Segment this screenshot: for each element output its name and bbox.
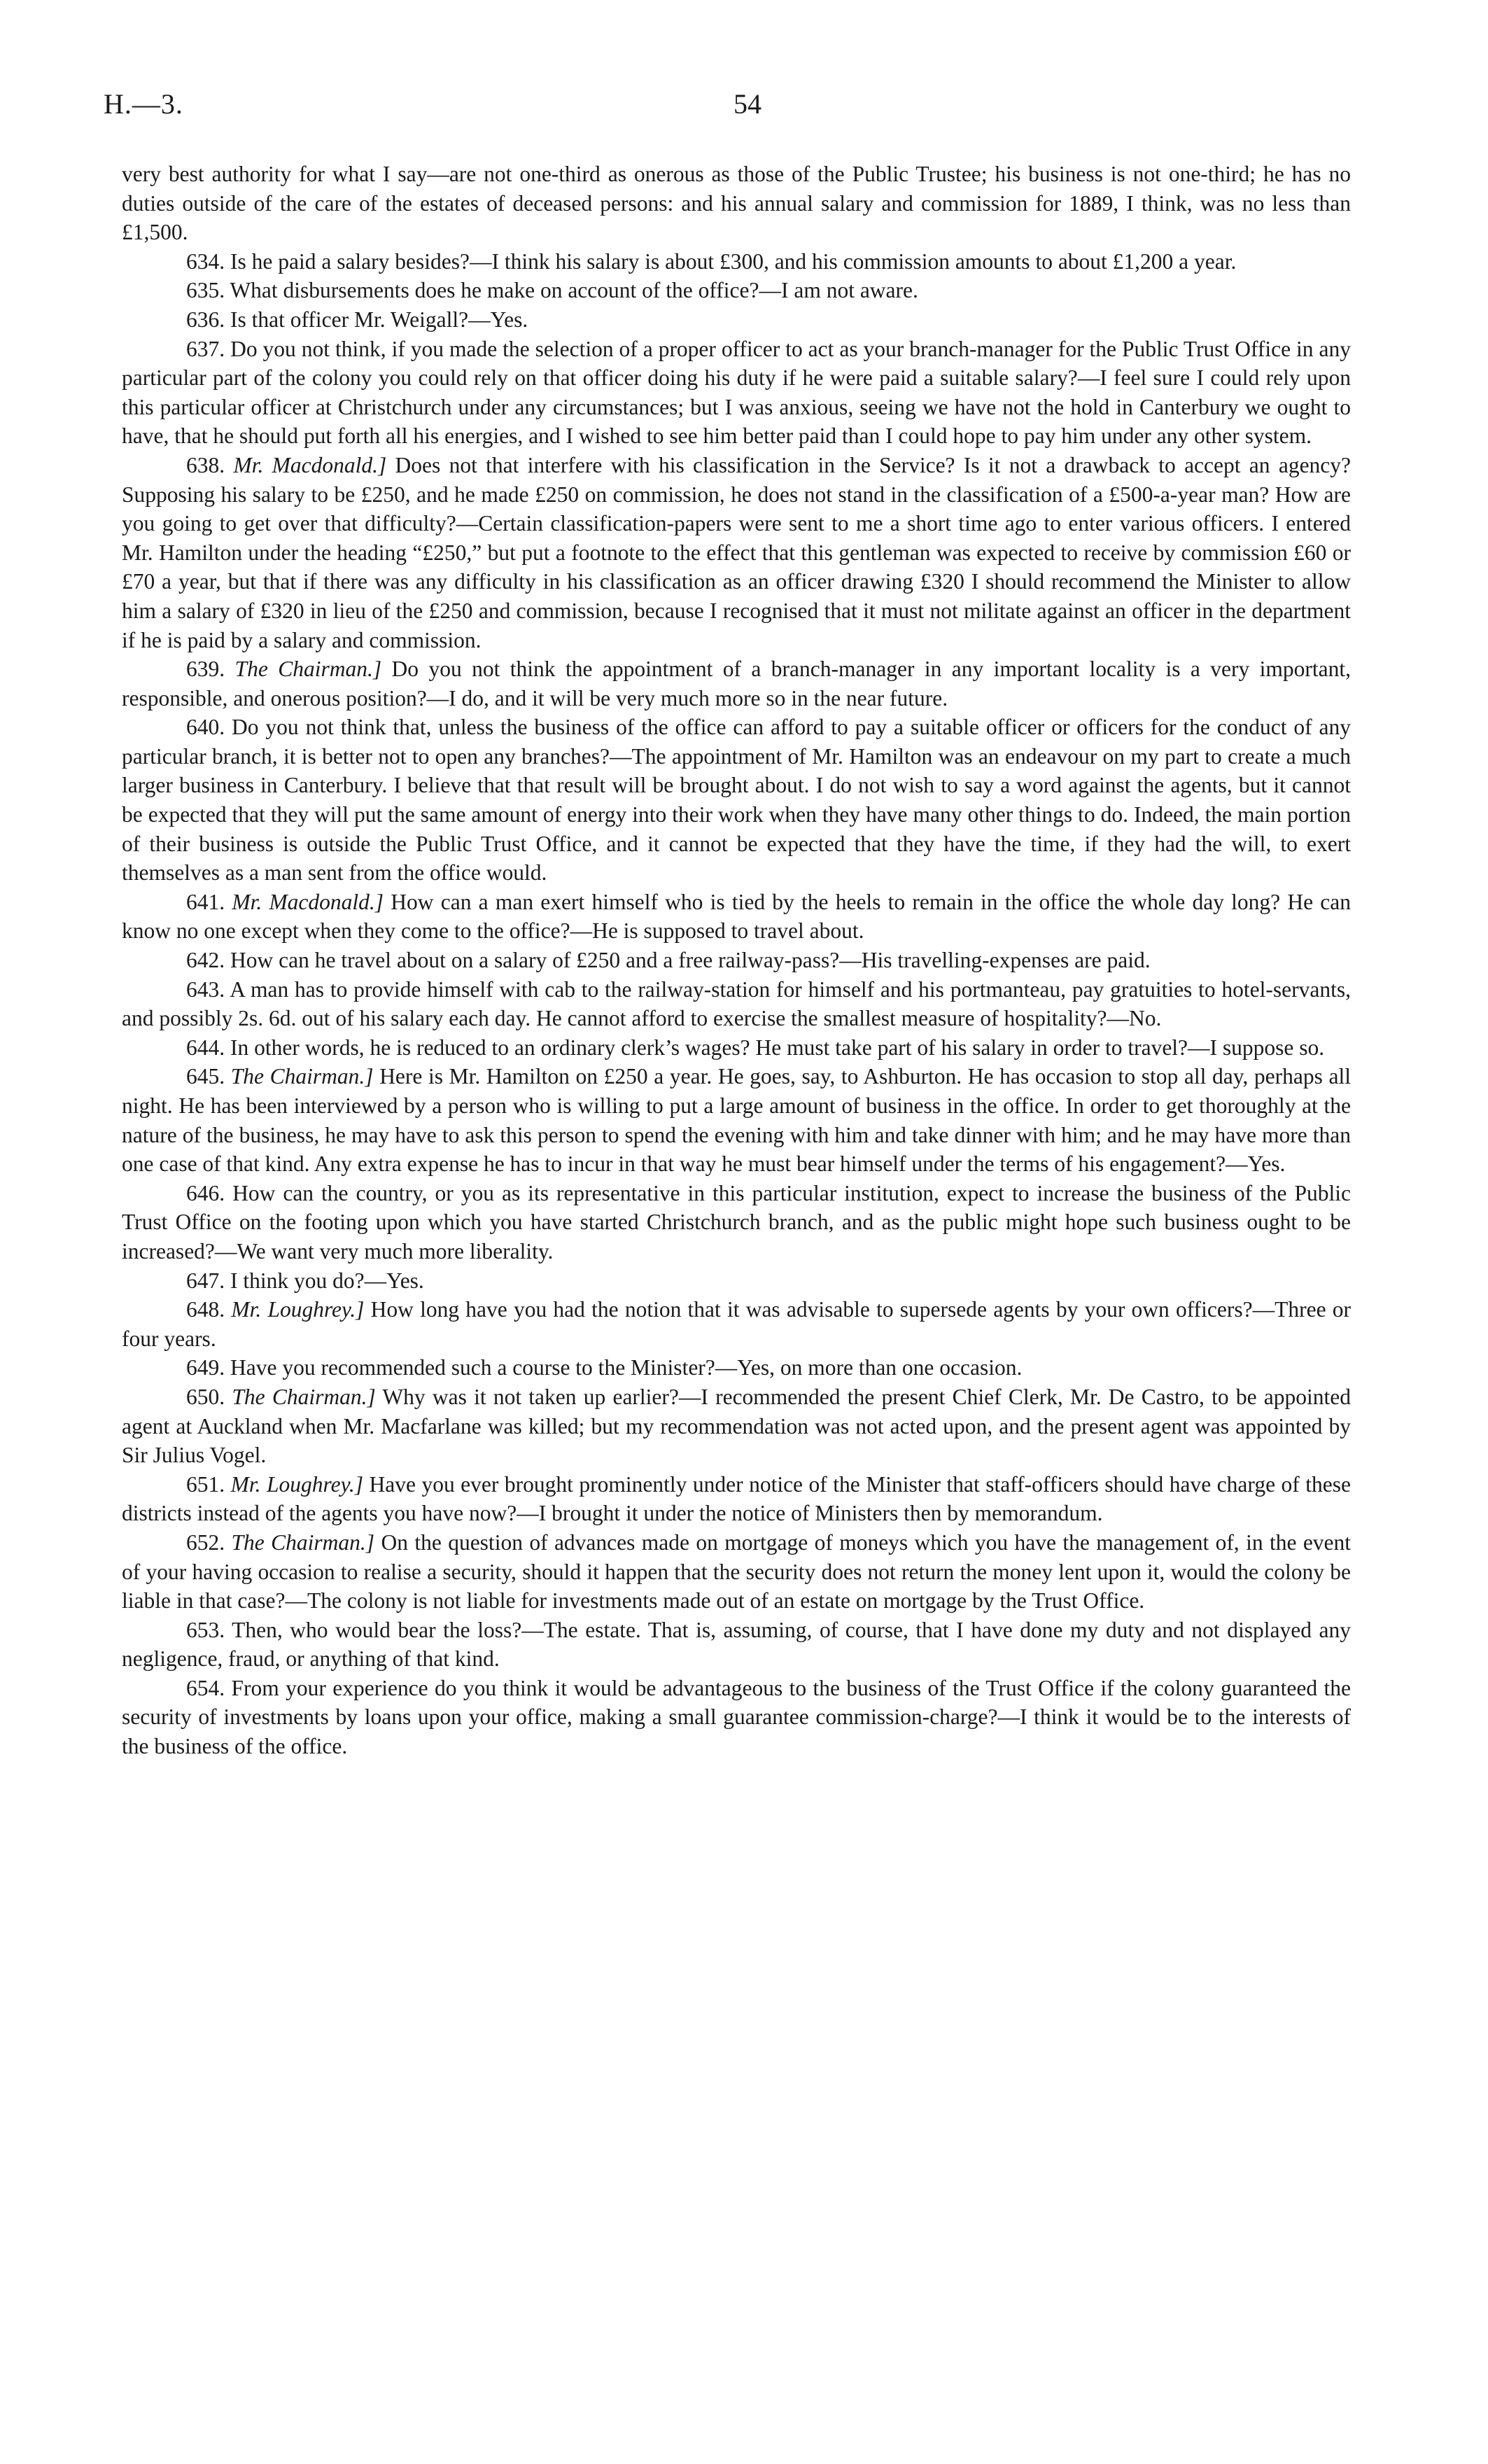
question-paragraph <box>122 276 1351 305</box>
question-number: 645. <box>186 1064 225 1089</box>
paragraph-text: Do you not think that, unless the business of the office can afford to pay a suitable officer or officers for the conduct of any particular branch, it is better not to open any branches?—The appointment of Mr. Hamilton was an endeavour on my part to create a much larger business in Canterbury. I believe that that result will be brought about. I do not wish to say a word against the agents, but it cannot be expected that they will put the same amount of energy into their work when they have many other things to do. Indeed, the main portion of their business is outside the Public Trust Office, and it cannot be expected that they have the time, if they had the will, to exert themselves as a man sent from the office would. <box>122 715 1351 886</box>
question-paragraph <box>122 1179 1351 1266</box>
paragraph-text: Have you recommended such a course to the Minister?—Yes, on more than one occasion. <box>230 1355 1023 1380</box>
paragraph-text: In other words, he is reduced to an ordinary clerk’s wages? He must take part of his salary in order to travel?—I suppose so. <box>230 1035 1325 1060</box>
question-paragraph <box>122 654 1351 713</box>
question-paragraph <box>122 335 1351 451</box>
speaker-name: Mr. Loughrey.] <box>230 1471 363 1497</box>
question-paragraph <box>122 1616 1351 1674</box>
speaker-name: The Chairman.] <box>232 1384 376 1409</box>
paragraph-text: How can a man exert himself who is tied by the heels to remain in the office the whole day long? He can know no one except when they come to the office?—He is supposed to travel about. <box>122 889 1351 944</box>
paragraph-text: Have you ever brought prominently under notice of the Minister that staff-officers should have charge of these districts instead of the agents you have now?—I brought it under the notice of Ministers then by memorandum. <box>122 1471 1352 1526</box>
question-paragraph <box>122 1266 1351 1296</box>
question-number: 642. <box>186 948 225 973</box>
paragraph-text: Why was it not taken up earlier?—I recommended the present Chief Clerk, Mr. De Castro, to be appointed agent at Auckland when Mr. Macfarlane was killed; but my recommendation was not acted upon, and the present agent was appointed by Sir Julius Vogel. <box>122 1384 1352 1468</box>
speaker-name: The Chairman.] <box>231 1530 375 1555</box>
question-paragraph <box>122 1033 1351 1063</box>
paragraph-text: On the question of advances made on mortgage of moneys which you have the management of, in the event of your having occasion to realise a security, should it happen that the security does not return the money lent upon it, would the colony be liable in that case?—The colony is not liable for investments made out of an estate on mortgage by the Trust Office. <box>122 1530 1352 1614</box>
question-paragraph <box>122 1295 1351 1353</box>
question-paragraph <box>122 1674 1351 1761</box>
page-header <box>104 88 1384 130</box>
question-paragraph <box>122 1353 1351 1382</box>
question-paragraph <box>122 975 1351 1033</box>
speaker-name: Mr. Macdonald.] <box>233 452 387 477</box>
question-paragraph <box>122 160 1351 247</box>
question-number: 650. <box>186 1384 225 1409</box>
question-number: 651. <box>186 1471 225 1497</box>
page-number: 54 <box>734 88 761 120</box>
report-reference: H.—3. <box>104 88 183 120</box>
paragraph-text: Then, who would bear the loss?—The estate. That is, assuming, of course, that I have done my duty and not displayed any negligence, fraud, or anything of that kind. <box>122 1617 1352 1672</box>
question-paragraph <box>122 1062 1351 1178</box>
paragraph-text: I think you do?—Yes. <box>230 1268 424 1293</box>
paragraph-text: Does not that interfere with his classification in the Service? Is it not a drawback to accept an agency? Supposing his salary to be £250, and he made £250 on commission, he does not stand in the classification of a £500-a-year man? How are you going to get over that difficulty?—Certain classification-papers were sent to me a short time ago to enter various officers. I entered Mr. Hamilton under the heading “£250,” but put a footnote to the effect that this gentleman was expected to receive by commission £60 or £70 a year, but that if there was any difficulty in his classification as an officer drawing £320 I should recommend the Minister to allow him a salary of £320 in lieu of the £250 and commission, because I recognised that it must not militate against an officer in the department if he is paid by a salary and commission. <box>122 452 1352 652</box>
question-number: 654. <box>186 1675 225 1700</box>
question-number: 641. <box>186 889 225 914</box>
question-number: 639. <box>186 657 225 682</box>
question-number: 638. <box>186 452 225 477</box>
question-number: 652. <box>186 1530 225 1555</box>
paragraph-text: very best authority for what I say—are not one-third as onerous as those of the Public Trustee; his business is not one-third; he has no duties outside of the care of the estates of deceased persons: and his annual salary and commission for 1889, I think, was no less than £1,500. <box>122 162 1351 245</box>
question-number: 649. <box>186 1355 225 1380</box>
question-number: 647. <box>186 1268 225 1293</box>
question-paragraph <box>122 1528 1351 1616</box>
question-paragraph <box>122 1470 1351 1528</box>
paragraph-text: How can he travel about on a salary of £250 and a free railway-pass?—His travelling-expenses are paid. <box>230 948 1151 973</box>
paragraph-text: Do you not think the appointment of a branch-manager in any important locality is a very important, responsible, and onerous position?—I do, and it will be very much more so in the near future. <box>122 657 1352 710</box>
question-number: 644. <box>186 1035 225 1060</box>
question-number: 643. <box>186 976 225 1002</box>
question-paragraph <box>122 451 1351 654</box>
question-paragraph <box>122 888 1351 946</box>
paragraph-text: Do you not think, if you made the selection of a proper officer to act as your branch-manager for the Public Trust Office in any particular part of the colony you could rely on that officer doing his duty if he were paid a suitable salary?—I feel sure I could rely upon this particular officer at Christchurch under any circumstances; but I was anxious, seeing we have not the hold in Canterbury we ought to have, that he should put forth all his energies, and I wished to see him better paid than I could hope to pay him under any other system. <box>122 336 1352 449</box>
paragraph-text: A man has to provide himself with cab to the railway-station for himself and his portmanteau, pay gratuities to hotel-servants, and possibly 2s. 6d. out of his salary each day. He cannot afford to exercise the smallest measure of hospitality?—No. <box>122 976 1351 1031</box>
question-number: 635. <box>186 278 225 303</box>
question-number: 637. <box>186 336 225 361</box>
question-paragraph <box>122 946 1351 975</box>
paragraph-text: From your experience do you think it would be advantageous to the business of the Trust Office if the colony guaranteed the security of investments by loans upon your office, making a small guarantee commission-charge?—I think it would be to the interests of the business of the office. <box>122 1675 1352 1759</box>
question-number: 646. <box>186 1180 225 1205</box>
question-number: 648. <box>186 1297 225 1322</box>
speaker-name: The Chairman.] <box>230 1064 374 1089</box>
paragraph-text: What disbursements does he make on account of the office?—I am not aware. <box>230 278 918 303</box>
question-number: 634. <box>186 248 225 274</box>
evidence-transcript <box>122 160 1351 1761</box>
paragraph-text: Is he paid a salary besides?—I think his salary is about £300, and his commission amounts to about £1,200 a year. <box>230 248 1237 274</box>
speaker-name: Mr. Loughrey.] <box>231 1297 365 1322</box>
speaker-name: Mr. Macdonald.] <box>232 889 384 914</box>
paragraph-text: Here is Mr. Hamilton on £250 a year. He goes, say, to Ashburton. He has occasion to stop all day, perhaps all night. He has been interviewed by a person who is willing to put a large amount of business in the office. In order to get thoroughly at the nature of the business, he may have to ask this person to spend the evening with him and take dinner with him; and he may have more than one case of that kind. Any extra expense he has to incur in that way he must bear himself under the terms of his engagement?—Yes. <box>122 1064 1352 1177</box>
question-paragraph <box>122 713 1351 888</box>
question-paragraph <box>122 305 1351 335</box>
paragraph-text: How can the country, or you as its representative in this particular institution, expect to increase the business of the Public Trust Office on the footing upon which you have started Christchurch branch, and as the public might hope such business ought to be increased?—We want very much more liberality. <box>122 1180 1352 1264</box>
question-number: 653. <box>186 1617 225 1642</box>
question-paragraph <box>122 247 1351 276</box>
question-paragraph <box>122 1382 1351 1470</box>
speaker-name: The Chairman.] <box>234 657 382 682</box>
paragraph-text: How long have you had the notion that it was advisable to supersede agents by your own officers?—Three or four years. <box>122 1297 1352 1351</box>
question-number: 640. <box>186 715 225 740</box>
question-number: 636. <box>186 307 225 332</box>
paragraph-text: Is that officer Mr. Weigall?—Yes. <box>230 307 528 332</box>
